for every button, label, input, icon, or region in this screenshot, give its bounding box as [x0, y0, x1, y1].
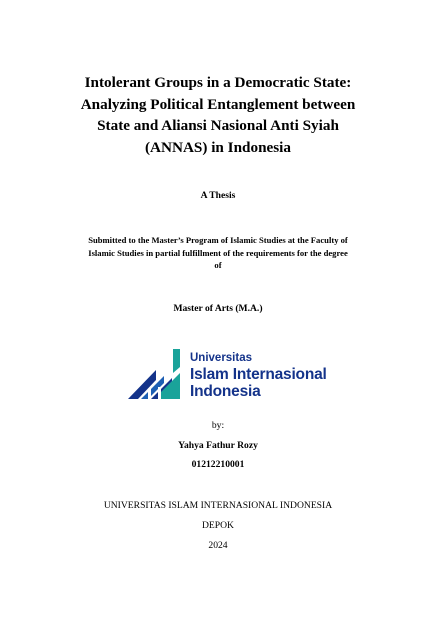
year: 2024 [208, 540, 228, 551]
city-name: DEPOK [202, 520, 234, 531]
title-line-4: (ANNAS) in Indonesia [144, 138, 291, 156]
logo-line-islam-internasional: Islam Internasional [190, 366, 327, 383]
author-name: Yahya Fathur Rozy [178, 440, 258, 451]
title-line-2: Analyzing Political Entanglement between [80, 95, 356, 113]
degree-name: Master of Arts (M.A.) [173, 303, 263, 314]
submission-statement [70, 234, 366, 272]
thesis-title [0, 72, 436, 158]
student-id: 01212210001 [191, 459, 245, 470]
university-logo [128, 349, 338, 401]
logo-line-universitas: Universitas [190, 352, 253, 364]
institution-name: UNIVERSITAS ISLAM INTERNASIONAL INDONESIA [103, 500, 333, 511]
university-emblem-icon [128, 349, 186, 401]
logo-line-indonesia: Indonesia [190, 383, 261, 400]
submission-line-3: of [214, 260, 222, 271]
document-type: A Thesis [200, 190, 236, 201]
by-label: by: [211, 420, 225, 431]
title-line-3: State and Aliansi Nasional Anti Syiah [97, 117, 339, 134]
submission-line-2: Islamic Studies in partial fulfillment of the requirements for the degree [88, 247, 348, 258]
title-line-1: Intolerant Groups in a Democratic State: [84, 74, 352, 91]
submission-line-1: Submitted to the Master’s Program of Islamic Studies at the Faculty of [88, 235, 348, 245]
